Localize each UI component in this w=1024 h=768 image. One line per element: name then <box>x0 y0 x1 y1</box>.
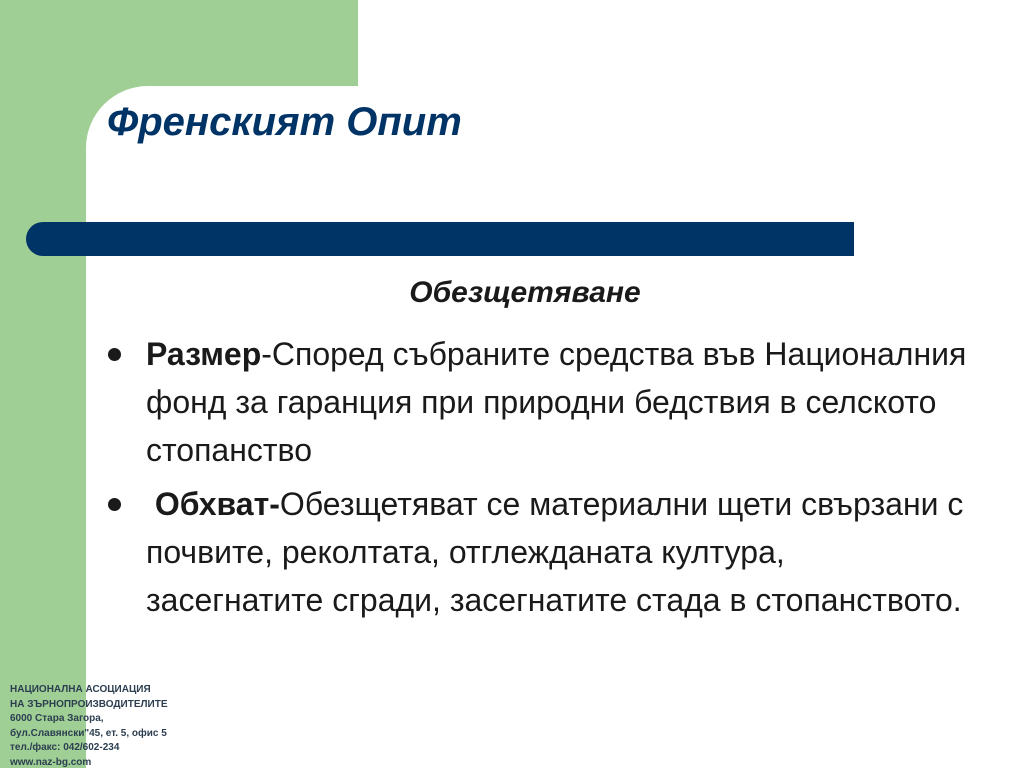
bullet-item-scope <box>108 480 968 624</box>
footer-website-link[interactable]: www.naz-bg.com <box>10 756 92 768</box>
bullet-term: Размер <box>146 336 262 372</box>
bullet-item-size <box>108 330 968 474</box>
bullet-list <box>108 330 968 630</box>
footer-line: НА ЗЪРНОПРОИЗВОДИТЕЛИТЕ <box>10 698 168 710</box>
bullet-text: -Според събраните средства във Националния фонд за гаранция при природни бедствия в селското стопанство <box>146 336 967 468</box>
footer-line: 6000 Стара Загора, <box>10 713 104 725</box>
footer-line: НАЦИОНАЛНА АСОЦИАЦИЯ <box>10 684 151 695</box>
slide-subtitle: Обезщетяване <box>409 276 641 309</box>
bullet-text: Обезщетяват се материални щети свързани с почвите, реколтата, отглежданата култура, засегнатите сгради, засегнатите стада в стопанството. <box>146 486 964 618</box>
organization-footer <box>10 683 168 768</box>
bullet-dot-icon <box>108 348 121 361</box>
slide-title: Френският Опит <box>107 100 462 144</box>
footer-line: бул.Славянски"45, ет. 5, офис 5 <box>10 727 167 739</box>
title-divider-bar <box>26 222 854 256</box>
footer-line: тел./факс: 042/602-234 <box>10 742 120 754</box>
bullet-term: Обхват- <box>154 486 280 522</box>
bullet-dot-icon <box>108 498 121 511</box>
